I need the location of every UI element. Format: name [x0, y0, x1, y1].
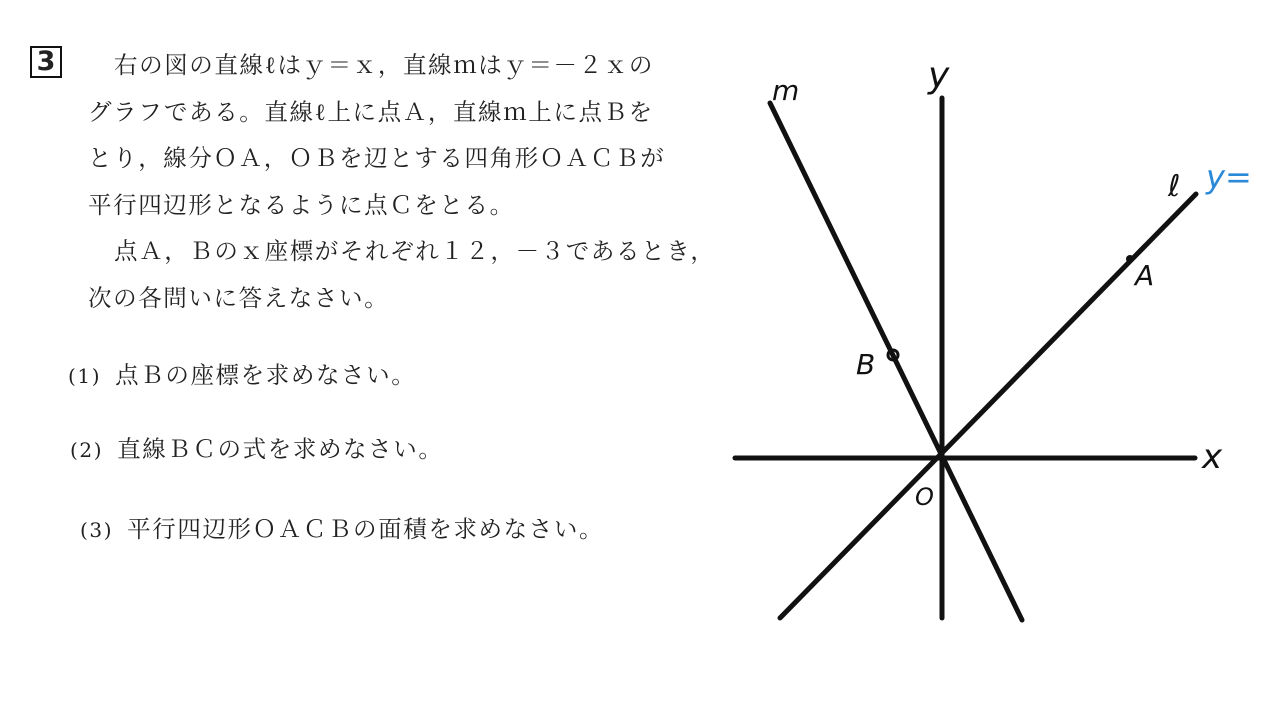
question-3-text: 平行四辺形ＯＡＣＢの面積を求めなさい。: [127, 515, 605, 543]
question-2-text: 直線ＢＣの式を求めなさい。: [117, 435, 444, 463]
question-1-number: (1): [68, 364, 102, 388]
handwritten-annotation: y=: [1206, 158, 1252, 196]
statement-line-2: グラフである。直線ℓ上に点Ａ，直線ｍ上に点Ｂを: [88, 97, 654, 126]
point-b-label: B: [856, 348, 876, 381]
x-axis-label: x: [1202, 437, 1223, 477]
statement-line-4: 平行四辺形となるように点Ｃをとる。: [88, 190, 515, 219]
point-a-label: A: [1135, 259, 1155, 292]
line-l-label: ℓ: [1168, 169, 1181, 204]
line-m-label: m: [772, 74, 800, 107]
question-2-number: (2): [70, 438, 104, 462]
y-axis-label: y: [928, 55, 950, 96]
statement-line-1: 右の図の直線ℓはｙ＝ｘ，直線ｍはｙ＝－２ｘの: [114, 51, 654, 79]
question-3-number: (3): [80, 518, 114, 542]
point-b-center: [891, 353, 895, 357]
line-m: [770, 103, 1022, 620]
point-a-dot: [1126, 255, 1134, 263]
statement-line-6: 次の各問いに答えなさい。: [88, 283, 390, 312]
origin-label: O: [915, 483, 934, 511]
statement-line-3: とり，線分ＯＡ，ＯＢを辺とする四角形ＯＡＣＢが: [88, 144, 666, 173]
question-1-text: 点Ｂの座標を求めなさい。: [115, 361, 417, 389]
statement-line-5: 点Ａ，Ｂのｘ座標がそれぞれ１２，－３であるとき，: [114, 237, 716, 266]
problem-number: 3: [30, 46, 62, 78]
